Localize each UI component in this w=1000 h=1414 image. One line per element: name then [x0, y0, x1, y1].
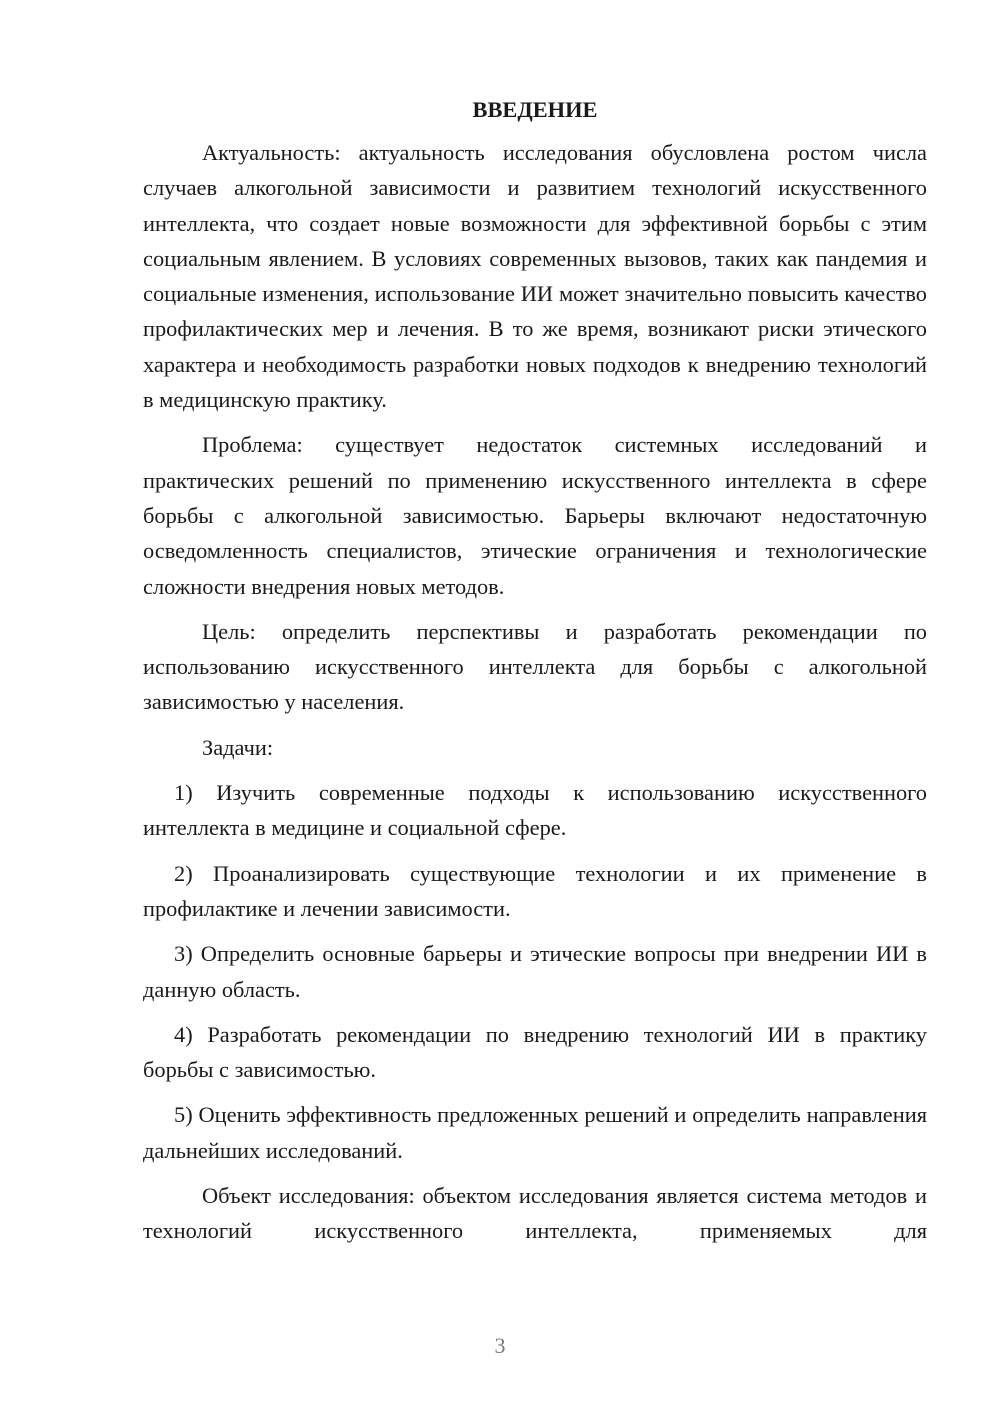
paragraph-object: Объект исследования: объектом исследования является система методов и технологий искусственного интеллекта, применяемых для — [143, 1183, 927, 1244]
paragraph-problem: Проблема: существует недостаток системных исследований и практических решений по применению искусственного интеллекта в сфере борьбы с алкогольной зависимостью. Барьеры включают недостаточную осведомленность специалистов, этические ограничения и технологические сложности внедрения новых методов. — [143, 432, 927, 599]
task-item-1: 1) Изучить современные подходы к использованию искусственного интеллекта в медицине и социальной сфере. — [143, 780, 927, 841]
document-body — [143, 90, 927, 1259]
section-title: ВВЕДЕНИЕ — [472, 97, 598, 122]
paragraph-relevance: Актуальность: актуальность исследования обусловлена ростом числа случаев алкогольной зависимости и развитием технологий искусственного интеллекта, что создает новые возможности для эффективной борьбы с этим социальным явлением. В условиях современных вызовов, таких как пандемия и социальные изменения, использование ИИ может значительно повысить качество профилактических мер и лечения. В то же время, возникают риски этического характера и необходимость разработки новых подходов к внедрению технологий в медицинскую практику. — [143, 140, 927, 413]
task-item-3: 3) Определить основные барьеры и этические вопросы при внедрении ИИ в данную область. — [143, 941, 927, 1002]
task-item-2: 2) Проанализировать существующие технологии и их применение в профилактике и лечении зависимости. — [143, 860, 927, 921]
task-item-5: 5) Оценить эффективность предложенных решений и определить направления дальнейших исследований. — [143, 1102, 927, 1163]
paragraph-goal: Цель: определить перспективы и разработать рекомендации по использованию искусственного интеллекта для борьбы с алкогольной зависимостью у населения. — [143, 618, 927, 715]
task-item-4: 4) Разработать рекомендации по внедрению технологий ИИ в практику борьбы с зависимостью. — [143, 1021, 927, 1083]
paragraph-tasks-heading: Задачи: — [202, 734, 274, 760]
page-number: 3 — [494, 1333, 506, 1358]
